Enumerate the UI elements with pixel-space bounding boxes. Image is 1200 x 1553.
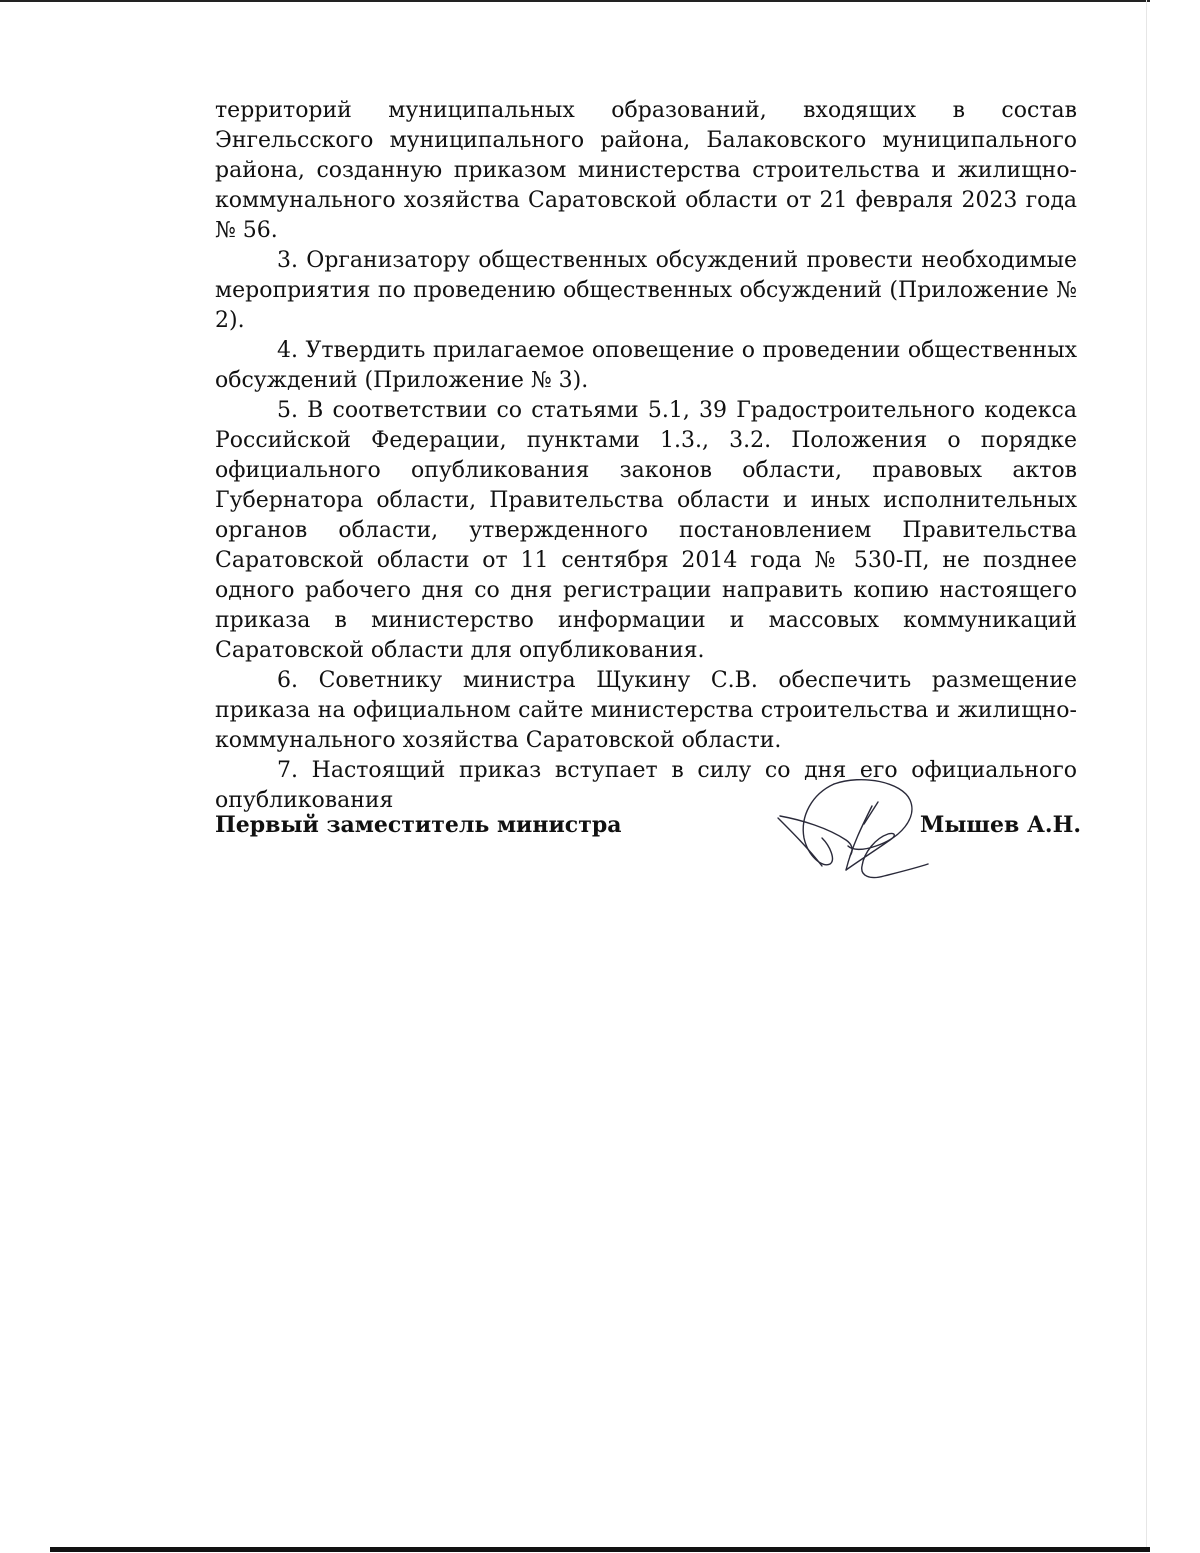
paragraph-item-5: 5. В соответствии со статьями 5.1, 39 Градостроительного кодекса Российской Федерации, пунктами 1.3., 3.2. Положения о порядке официального опубликования законов области, правовых актов Губернатора области, Правительства области и иных исполнительных органов области, утвержденного постановлением Правительства Саратовской области от 11 сентября 2014 года № 530-П, не позднее одного рабочего дня со дня регистрации направить копию настоящего приказа в министерство информации и массовых коммуникаций Саратовской области для опубликования. [215, 398, 1077, 663]
scan-edge-right [1146, 0, 1147, 1550]
paragraph-continuation: территорий муниципальных образований, входящих в состав Энгельсского муниципального района, Балаковского муниципального района, созданную приказом министерства строительства и жилищно-коммунального хозяйства Саратовской области от 21 февраля 2023 года № 56. [215, 98, 1077, 243]
paragraph-item-6: 6. Советнику министра Щукину С.В. обеспечить размещение приказа на официальном сайте министерства строительства и жилищно-коммунального хозяйства Саратовской области. [215, 668, 1077, 753]
paragraph-item-4: 4. Утвердить прилагаемое оповещение о проведении общественных обсуждений (Приложение № 3). [215, 338, 1077, 393]
document-body [215, 96, 1077, 816]
signer-position-title: Первый заместитель министра [215, 812, 622, 838]
paragraph-item-7: 7. Настоящий приказ вступает в силу со дня его официального опубликования [215, 758, 1077, 813]
signer-name: Мышев А.Н. [920, 812, 1082, 838]
paragraph-item-3: 3. Организатору общественных обсуждений провести необходимые мероприятия по проведению общественных обсуждений (Приложение № 2). [215, 248, 1077, 333]
handwritten-signature [772, 776, 932, 886]
scan-edge-top [0, 0, 1150, 2]
scan-edge-bottom [50, 1547, 1150, 1552]
